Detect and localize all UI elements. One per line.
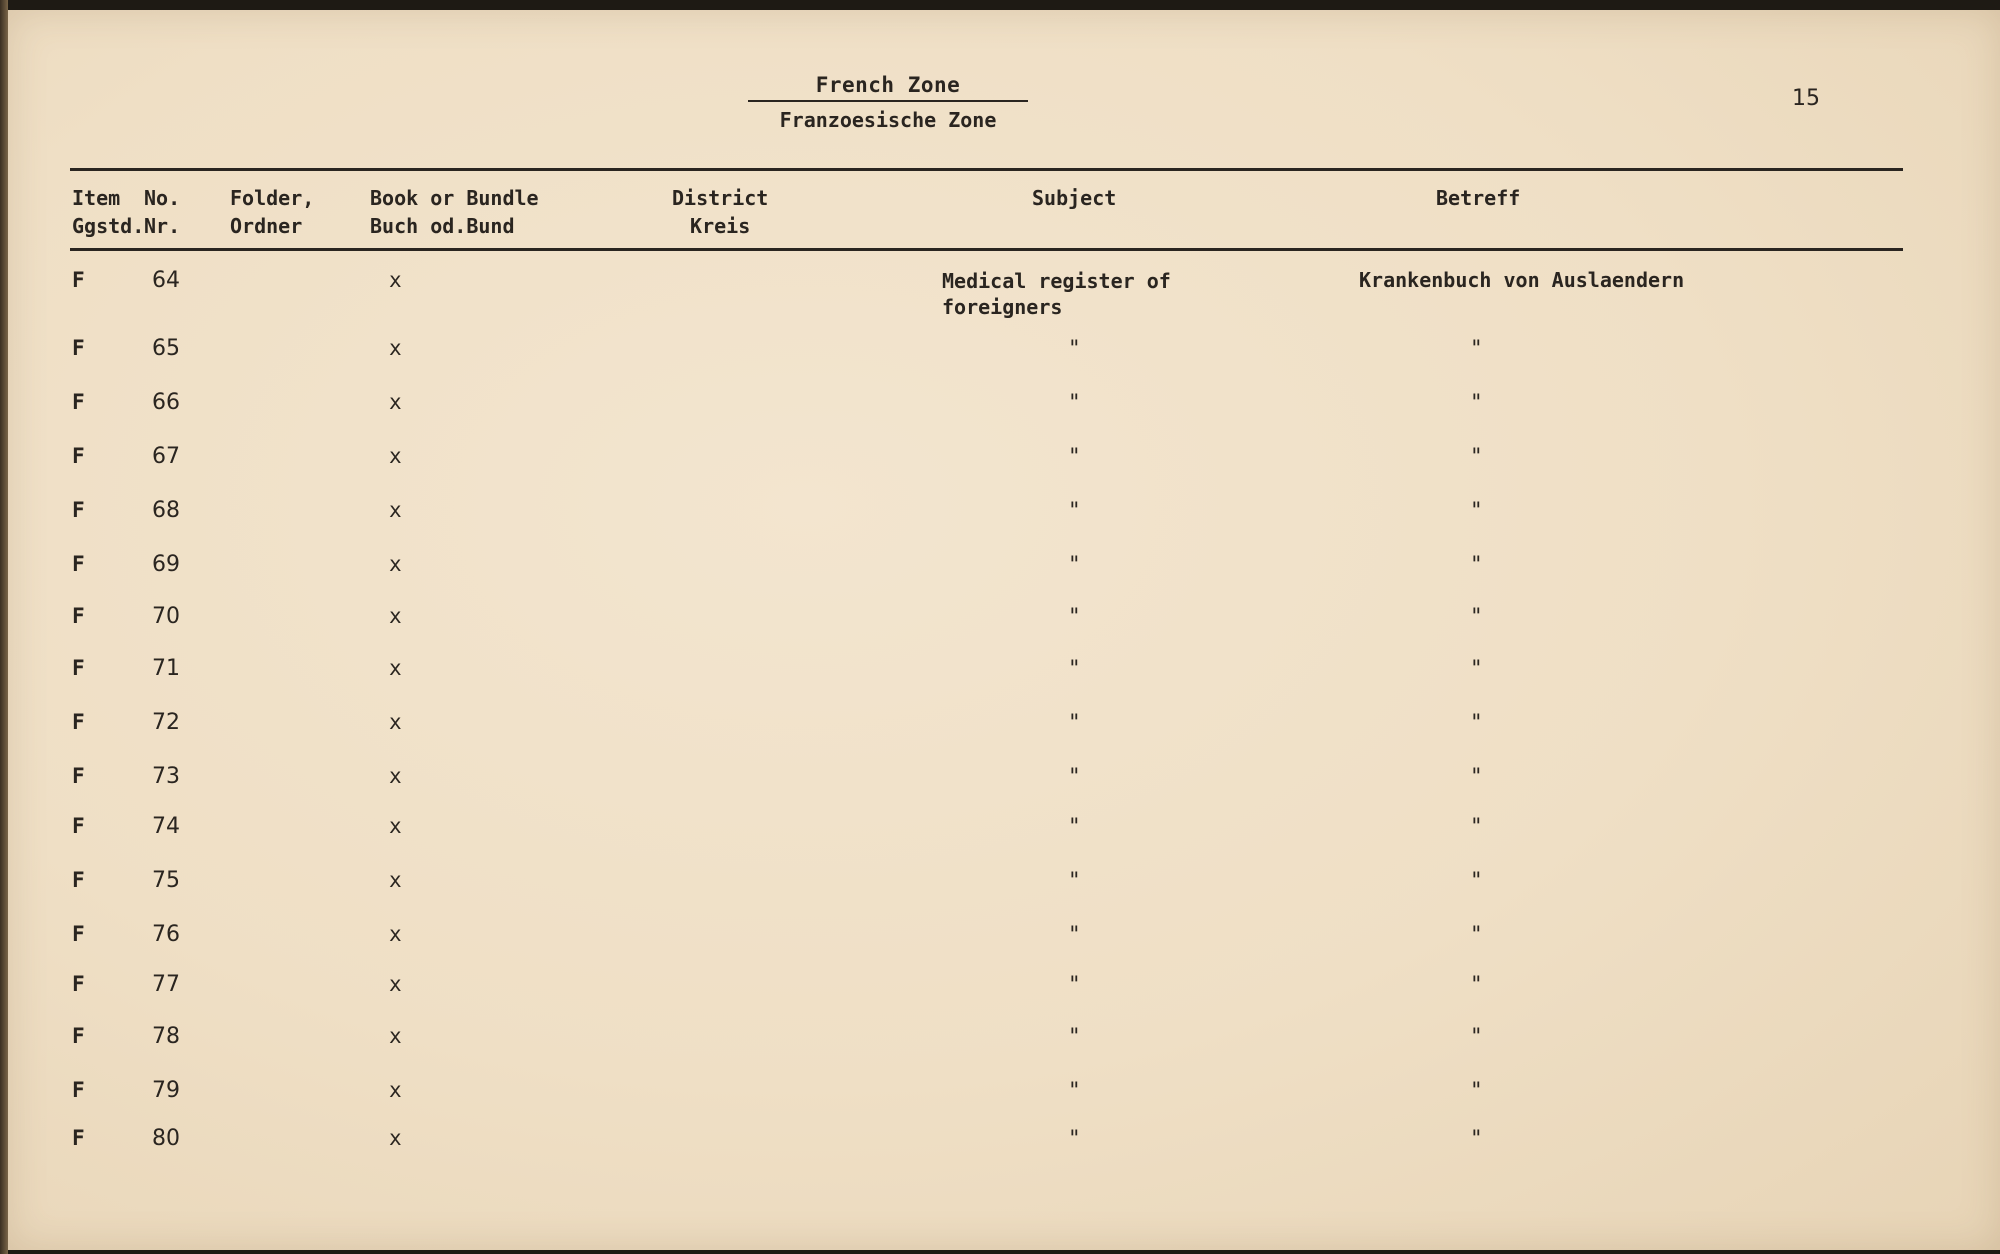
row-betreff-ditto: " <box>1470 604 1483 628</box>
row-item: F <box>72 604 85 628</box>
row-number: 71 <box>152 656 180 681</box>
table-row <box>8 972 2000 1012</box>
row-number: 64 <box>152 268 180 293</box>
table-row <box>8 498 2000 538</box>
table-row <box>8 814 2000 854</box>
row-item: F <box>72 814 85 838</box>
row-subject-ditto: " <box>1068 444 1081 468</box>
row-number: 70 <box>152 604 180 629</box>
row-book-mark: x <box>389 552 402 576</box>
row-book-mark: x <box>389 444 402 468</box>
row-item: F <box>72 336 85 360</box>
row-book-mark: x <box>389 1126 402 1150</box>
row-item: F <box>72 922 85 946</box>
row-item: F <box>72 268 85 292</box>
row-book-mark: x <box>389 498 402 522</box>
page-title <box>748 72 1028 132</box>
row-subject: Medical register of foreigners <box>942 269 1171 319</box>
row-number: 75 <box>152 868 180 893</box>
header-rule-bottom <box>70 248 1903 251</box>
table-row <box>8 444 2000 484</box>
row-item: F <box>72 498 85 522</box>
header-folder: Folder, Ordner <box>230 186 315 238</box>
document-page <box>8 10 2000 1250</box>
row-book-mark: x <box>389 336 402 360</box>
row-subject-ditto: " <box>1068 1078 1081 1102</box>
title-sub: Franzoesische Zone <box>779 108 997 132</box>
table-row <box>8 1024 2000 1064</box>
row-subject-ditto: " <box>1068 814 1081 838</box>
row-number: 73 <box>152 764 180 789</box>
row-betreff-ditto: " <box>1470 444 1483 468</box>
row-betreff-ditto: " <box>1470 390 1483 414</box>
row-item: F <box>72 656 85 680</box>
table-row <box>8 390 2000 430</box>
header-no: No. Nr. <box>144 186 181 238</box>
row-betreff-ditto: " <box>1470 972 1483 996</box>
row-book-mark: x <box>389 868 402 892</box>
row-number: 67 <box>152 444 180 469</box>
row-betreff-ditto: " <box>1470 710 1483 734</box>
table-row <box>8 336 2000 376</box>
header-book: Book or Bundle Buch od.Bund <box>370 186 539 238</box>
header-rule-top <box>70 168 1903 171</box>
row-item: F <box>72 1078 85 1102</box>
row-subject-ditto: " <box>1068 922 1081 946</box>
table-row <box>8 710 2000 750</box>
row-subject-ditto: " <box>1068 868 1081 892</box>
row-betreff-ditto: " <box>1470 814 1483 838</box>
row-item: F <box>72 868 85 892</box>
row-item: F <box>72 1024 85 1048</box>
row-subject-ditto: " <box>1068 656 1081 680</box>
row-number: 78 <box>152 1024 180 1049</box>
row-subject-ditto: " <box>1068 764 1081 788</box>
row-book-mark: x <box>389 390 402 414</box>
row-number: 77 <box>152 972 180 997</box>
row-item: F <box>72 390 85 414</box>
row-betreff-ditto: " <box>1470 498 1483 522</box>
row-subject-ditto: " <box>1068 604 1081 628</box>
row-number: 80 <box>152 1126 180 1151</box>
row-book-mark: x <box>389 604 402 628</box>
table-row <box>8 268 2000 319</box>
row-betreff-ditto: " <box>1470 656 1483 680</box>
row-number: 68 <box>152 498 180 523</box>
title-main: French Zone <box>748 72 1028 102</box>
row-book-mark: x <box>389 1078 402 1102</box>
row-number: 79 <box>152 1078 180 1103</box>
row-book-mark: x <box>389 972 402 996</box>
row-number: 65 <box>152 336 180 361</box>
table-row <box>8 1126 2000 1166</box>
table-row <box>8 868 2000 908</box>
row-item: F <box>72 972 85 996</box>
row-subject-ditto: " <box>1068 972 1081 996</box>
header-item: Item Ggstd. <box>72 186 145 238</box>
row-number: 69 <box>152 552 180 577</box>
table-row <box>8 656 2000 696</box>
row-subject-ditto: " <box>1068 552 1081 576</box>
row-subject-ditto: " <box>1068 1024 1081 1048</box>
row-betreff: Krankenbuch von Auslaendern <box>1359 268 1685 292</box>
row-subject-ditto: " <box>1068 390 1081 414</box>
row-subject-ditto: " <box>1068 1126 1081 1150</box>
table-row <box>8 604 2000 644</box>
row-betreff-ditto: " <box>1470 1078 1483 1102</box>
paper-edge <box>0 0 8 1254</box>
row-book-mark: x <box>389 268 402 292</box>
row-betreff-ditto: " <box>1470 1126 1483 1150</box>
row-number: 76 <box>152 922 180 947</box>
row-betreff-ditto: " <box>1470 1024 1483 1048</box>
row-book-mark: x <box>389 814 402 838</box>
row-number: 72 <box>152 710 180 735</box>
row-betreff-ditto: " <box>1470 868 1483 892</box>
row-subject-ditto: " <box>1068 498 1081 522</box>
row-book-mark: x <box>389 656 402 680</box>
row-subject-ditto: " <box>1068 336 1081 360</box>
row-betreff-ditto: " <box>1470 336 1483 360</box>
row-number: 66 <box>152 390 180 415</box>
row-book-mark: x <box>389 922 402 946</box>
table-row <box>8 922 2000 962</box>
row-item: F <box>72 764 85 788</box>
table-row <box>8 552 2000 592</box>
row-betreff-ditto: " <box>1470 552 1483 576</box>
row-book-mark: x <box>389 1024 402 1048</box>
row-betreff-ditto: " <box>1470 764 1483 788</box>
row-item: F <box>72 552 85 576</box>
row-book-mark: x <box>389 710 402 734</box>
row-subject-ditto: " <box>1068 710 1081 734</box>
row-item: F <box>72 710 85 734</box>
table-row <box>8 764 2000 804</box>
header-subject: Subject <box>1032 186 1117 210</box>
row-item: F <box>72 1126 85 1150</box>
row-book-mark: x <box>389 764 402 788</box>
table-row <box>8 1078 2000 1118</box>
header-betreff: Betreff <box>1436 186 1521 210</box>
row-item: F <box>72 444 85 468</box>
row-number: 74 <box>152 814 180 839</box>
row-betreff-ditto: " <box>1470 922 1483 946</box>
page-number: 15 <box>1792 86 1820 111</box>
header-district: District Kreis <box>672 186 769 238</box>
